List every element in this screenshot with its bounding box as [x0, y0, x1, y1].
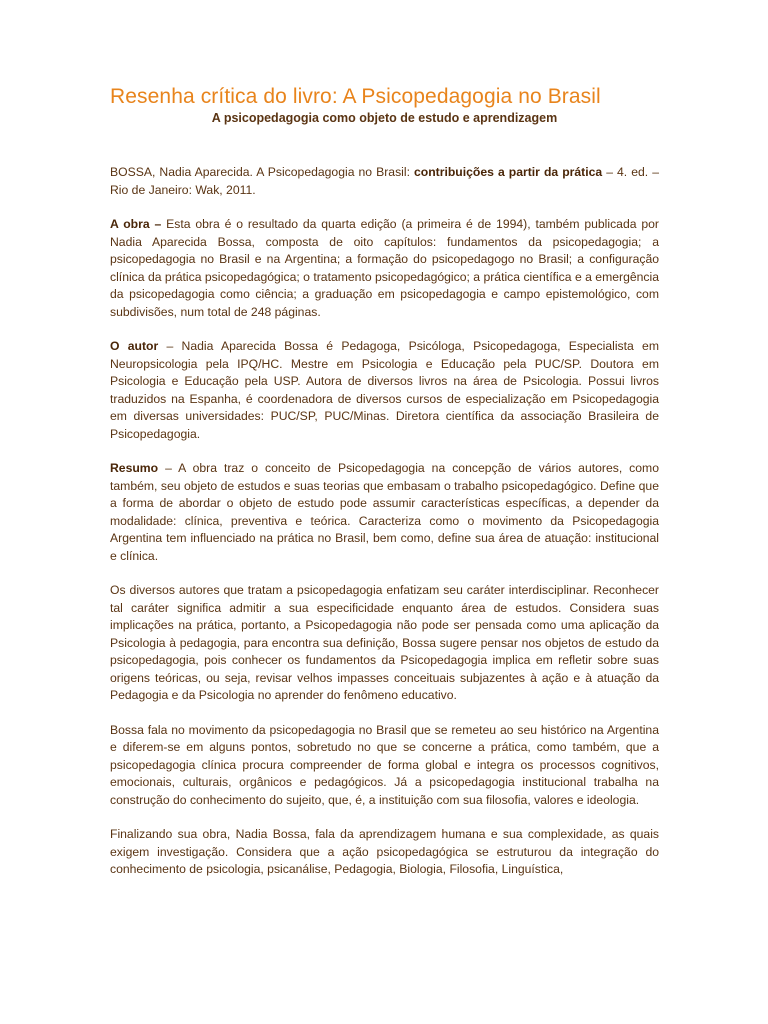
autor-label: O autor: [110, 339, 159, 353]
autor-text: – Nadia Aparecida Bossa é Pedagoga, Psicóloga, Psicopedagoga, Especialista em Neuropsicologia pela IPQ/HC. Mestre em Psicologia e Educação pela PUC/SP. Doutora em Psicologia e Educação pela USP. Autora de diversos livros na área de Psicologia. Possui livros traduzidos na Espanha, é coordenadora de diversos cursos de especialização em Psicopedagogia em diversas universidades: PUC/SP, PUC/Minas. Diretora científica da associação Brasileira de Psicopedagogia.: [110, 339, 659, 441]
reference-author: BOSSA, Nadia Aparecida. A Psicopedagogia no Brasil:: [110, 165, 414, 179]
paragraph-movimento: Bossa fala no movimento da psicopedagogia no Brasil que se remeteu ao seu histórico na Argentina e diferem-se em alguns pontos, sobretudo no que se concerne a prática, como também, que a psicopedagogia clínica procura compreender de forma global e integra os processos cognitivos, emocionais, culturais, orgânicos e pedagógicos. Já a psicopedagogia institucional trabalha na construção do conhecimento do sujeito, que, é, a instituição com sua filosofia, valores e ideologia.: [110, 722, 659, 807]
obra-text: Esta obra é o resultado da quarta edição (a primeira é de 1994), também publicada por Nadia Aparecida Bossa, composta de oito capítulos: fundamentos da psicopedagogia; a psicopedagogia no Brasil e na Argentina; a formação do psicopedagogo no Brasil; a configuração clínica da prática psicopedagógica; o tratamento psicopedagógico; a prática científica e a emergência da psicopedagogia como ciência; a graduação em psicopedagogia e campo epistemológico, com subdivisões, num total de 248 páginas.: [110, 217, 659, 319]
page-title: Resenha crítica do livro: A Psicopedagogia no Brasil: [110, 85, 601, 108]
reference-subtitle: contribuições a partir da prática: [414, 165, 603, 179]
resumo-text: – A obra traz o conceito de Psicopedagogia na concepção de vários autores, como também, seu objeto de estudos e suas teorias que embasam o trabalho psicopedagógico. Define que a forma de abordar o objeto de estudo pode assumir características específicas, a depender da modalidade: clínica, preventiva e teórica. Caracteriza como o movimento da Psicopedagogia Argentina tem influenciado na prática no Brasil, bem como, define sua área de atuação: institucional e clínica.: [110, 461, 659, 563]
document-page: [110, 84, 659, 896]
obra-label: A obra –: [110, 217, 162, 231]
bibliographic-reference: [110, 164, 659, 199]
reference-edition: – 4. ed. – Rio de Janeiro: Wak, 2011.: [110, 165, 659, 197]
paragraph-resumo: [110, 460, 659, 565]
resumo-label: Resumo: [110, 461, 159, 475]
paragraph-interdisciplinar: Os diversos autores que tratam a psicopedagogia enfatizam seu caráter interdisciplinar. Reconhecer tal caráter significa admitir a sua especificidade enquanto área de estudos. Considera suas implicações na prática, portanto, a Psicopedagogia não pode ser pensada como uma aplicação da Psicologia à pedagogia, para encontra sua definição, Bossa sugere pensar nos objetos de estudo da psicopedagogia, pois conhecer os fundamentos da Psicopedagogia implica em refletir sobre suas origens teóricas, ou seja, revisar velhos impasses conceituais subjazentes à ação e à atuação da Pedagogia e da Psicologia no aprender do fenômeno educativo.: [110, 583, 659, 702]
paragraph-finalizando: Finalizando sua obra, Nadia Bossa, fala da aprendizagem humana e sua complexidade, as quais exigem investigação. Considera que a ação psicopedagógica se estruturou da integração do conhecimento de psicologia, psicanálise, Pedagogia, Biologia, Filosofia, Linguística,: [110, 827, 659, 876]
paragraph-autor: [110, 338, 659, 443]
page-subtitle: A psicopedagogia como objeto de estudo e aprendizagem: [211, 111, 558, 125]
paragraph-obra: [110, 216, 659, 321]
